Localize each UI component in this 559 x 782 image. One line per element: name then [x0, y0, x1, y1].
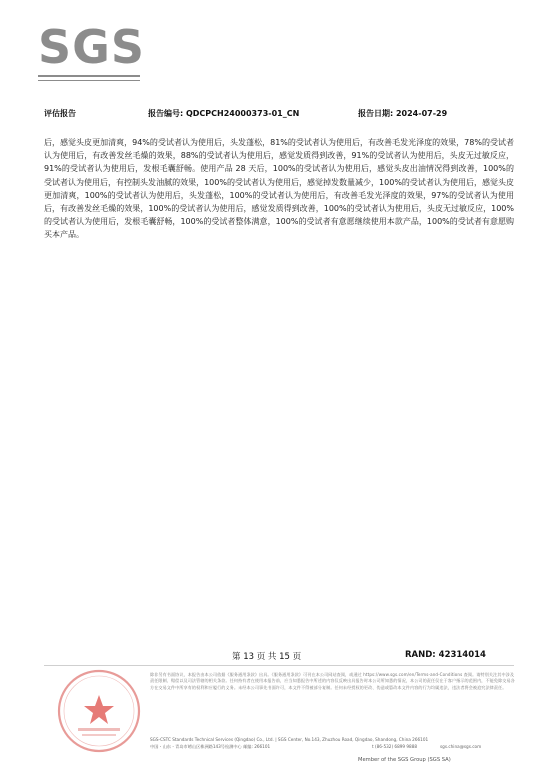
logo-underline-thin [38, 80, 140, 81]
member-line: Member of the SGS Group (SGS SA) [358, 757, 451, 763]
logo-text: SGS [38, 20, 146, 74]
body-paragraph: 后，感觉头皮更加清爽，94%的受试者认为使用后，头发蓬松，81%的受试者认为使用后，有改善毛发光泽度的效果，78%的受试者认为使用后，有改善发丝毛燥的效果，88%的受试者认为使用后，感觉发质得到改善，91%的受试者认为使用后，头皮无过敏反应，91%的受试者认为使用后，发根毛囊舒畅。使用产品 28 天后，100%的受试者认为使用后，感觉头皮出油情况得到改善，100%的受试者认为使用后，有控制头发油腻的效果，100%的受试者认为使用后，感觉掉发数量减少，100%的受试者认为使用后，感觉头皮更加清爽，100%的受试者认为使用后，头发蓬松，100%的受试者认为使用后，有改善毛发光泽度的效果，97%的受试者认为使用后，有改善发丝毛燥的效果，100%的受试者认为使用后，感觉发质得到改善，100%的受试者认为使用后，头皮无过敏反应，100%的受试者认为使用后，发根毛囊舒畅，100%的受试者整体满意，100%的受试者有意愿继续使用本款产品，100%的受试者有意愿购买本产品。 [44, 138, 514, 240]
sgs-logo [38, 20, 146, 84]
report-number: 报告编号: QDCPCH24000373-01_CN [148, 109, 300, 118]
rand-code: RAND: 42314014 [405, 650, 486, 660]
report-date: 报告日期: 2024-07-29 [358, 109, 448, 118]
logo-underline [38, 75, 140, 77]
footer-divider [44, 665, 514, 666]
page-number: 第 13 页 共 15 页 [232, 652, 302, 662]
report-header [44, 108, 515, 122]
official-seal-stamp [56, 668, 142, 754]
legal-disclaimer: 除非另有书面协议，本报告由本公司依据《服务通用条款》出具。《服务通用条款》可刊在本公司网站查阅，或通过 https://www.sgs.com/en/Terms-and-Conditions 查阅。请特别关注其中涉及责任限制、赔偿以及司法管辖的相关条款。任何持有者在使用本报告前，应当知悉报告中所述的内容仅反映出具报告时本公司所知悉的情况，本公司的责任仅在于客户指示的范围内，不能免除交易各方在交易文件中所享有的权利和应履行的义务。未经本公司事先书面许可，本文件不得被部分复制。任何未经授权的更改、伪造或篡改本文件内容的行为均属违法，违法者将会被追究法律责任。 [150, 672, 515, 690]
email-cn: sgs.china@sgs.com [440, 744, 482, 749]
phone-cn: t (86-532) 6899 9888 [372, 744, 418, 749]
address-cn: 中国・山东・青岛市崂山区株洲路143号检测中心 邮编: 266101 [150, 744, 271, 749]
report-type-label: 评估报告 [44, 109, 76, 118]
address-row-en [150, 737, 518, 744]
address-en: SGS-CSTC Standards Technical Services (Qingdao) Co., Ltd. | SGS Center, No.143, Zhuzhou Road, Qingdao, Shandong, China 266101 [150, 737, 429, 742]
address-row-cn [150, 744, 518, 751]
